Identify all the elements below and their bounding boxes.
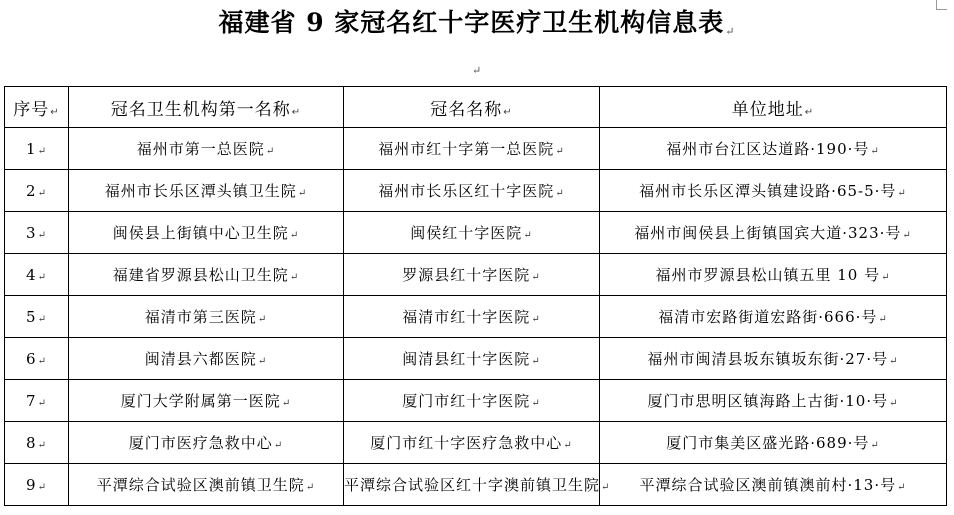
cell-first-name: 厦门市医疗急救中心↵ [69,422,344,464]
cell-named-name: 厦门市红十字医疗急救中心↵ [344,422,600,464]
cell-address: 平潭综合试验区澳前镇澳前村·13·号↵ [600,464,947,506]
document-title-text: 福建省 9 家冠名红十字医疗卫生机构信息表 [218,8,725,37]
cell-seq: 1↵ [5,128,69,170]
cell-first-name: 平潭综合试验区澳前镇卫生院↵ [69,464,344,506]
table-row [5,254,947,296]
cell-first-name: 闽侯县上街镇中心卫生院↵ [69,212,344,254]
cell-named-name: 福州市长乐区红十字医院↵ [344,170,600,212]
cell-address: 福州市闽清县坂东镇坂东街·27·号↵ [600,338,947,380]
table-row [5,380,947,422]
header-first-name: 冠名卫生机构第一名称↵ [69,87,344,128]
cell-address: 福清市宏路街道宏路街·666·号↵ [600,296,947,338]
table-row [5,170,947,212]
cell-seq: 5↵ [5,296,69,338]
empty-paragraph-mark-icon: ↵ [472,64,482,77]
cell-address: 福州市长乐区潭头镇建设路·65-5·号↵ [600,170,947,212]
cell-seq: 4↵ [5,254,69,296]
cell-first-name: 福州市第一总医院↵ [69,128,344,170]
table-row [5,338,947,380]
cell-seq: 6↵ [5,338,69,380]
cell-address: 福州市台江区达道路·190·号↵ [600,128,947,170]
table-header-row [5,87,947,128]
table-row [5,296,947,338]
paragraph-mark-icon: ↵ [725,25,736,38]
cell-first-name: 厦门大学附属第一医院↵ [69,380,344,422]
header-seq: 序号↵ [5,87,69,128]
cell-first-name: 福清市第三医院↵ [69,296,344,338]
cell-first-name: 福州市长乐区潭头镇卫生院↵ [69,170,344,212]
header-address: 单位地址↵ [600,87,947,128]
cell-seq: 3↵ [5,212,69,254]
cell-seq: 7↵ [5,380,69,422]
cell-named-name: 闽侯红十字医院↵ [344,212,600,254]
cell-named-name: 闽清县红十字医院↵ [344,338,600,380]
cell-named-name: 罗源县红十字医院↵ [344,254,600,296]
institution-info-table [4,86,947,506]
cell-end-mark-icon: ↵ [50,106,60,118]
cell-seq: 2↵ [5,170,69,212]
table-row [5,422,947,464]
cell-named-name: 福州市红十字第一总医院↵ [344,128,600,170]
document-title [0,6,954,49]
header-named-name: 冠名名称↵ [344,87,600,128]
cell-end-mark-icon: ↵ [804,106,815,118]
cell-address: 厦门市思明区镇海路上古街·10·号↵ [600,380,947,422]
cell-first-name: 福建省罗源县松山卫生院↵ [69,254,344,296]
table-row [5,212,947,254]
cell-first-name: 闽清县六都医院↵ [69,338,344,380]
cell-seq: 9↵ [5,464,69,506]
table-row [5,464,947,506]
cell-named-name: 平潭综合试验区红十字澳前镇卫生院↵ [344,464,600,506]
table-row [5,128,947,170]
cell-end-mark-icon: ↵ [503,106,513,118]
cell-address: 厦门市集美区盛光路·689·号↵ [600,422,947,464]
cell-seq: 8↵ [5,422,69,464]
cell-address: 福州市闽侯县上街镇国宾大道·323·号↵ [600,212,947,254]
cell-end-mark-icon: ↵ [291,106,302,118]
cell-named-name: 福清市红十字医院↵ [344,296,600,338]
cell-named-name: 厦门市红十字医院↵ [344,380,600,422]
cell-address: 福州市罗源县松山镇五里 10 号↵ [600,254,947,296]
